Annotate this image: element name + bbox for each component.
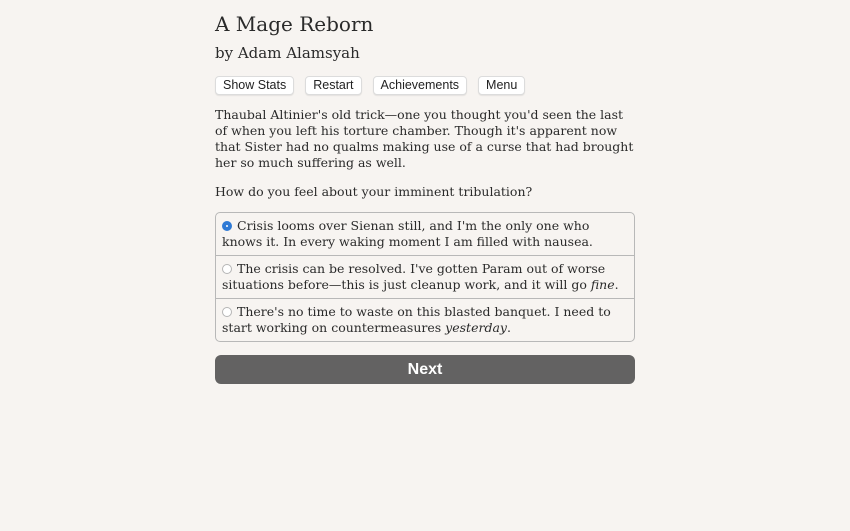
choice-option-2[interactable]	[216, 255, 634, 298]
choice-emphasis: fine	[590, 277, 615, 292]
show-stats-button[interactable]: Show Stats	[215, 76, 294, 95]
game-title: A Mage Reborn	[215, 12, 374, 36]
radio-button[interactable]	[222, 221, 232, 231]
radio-button[interactable]	[222, 307, 232, 317]
choice-prompt: How do you feel about your imminent tribulation?	[215, 183, 533, 199]
choice-option-3[interactable]	[216, 298, 634, 341]
story-passage: Thaubal Altinier's old trick—one you thought you'd seen the last of when you left his torture chamber. Though it's apparent now that Sister had no qualms making use of a curse that had brought her so much suffering as well.	[215, 107, 634, 170]
achievements-button[interactable]: Achievements	[373, 76, 468, 95]
choice-text: The crisis can be resolved. I've gotten Param out of worse situations before—this is just cleanup work, and it will go	[222, 261, 606, 292]
author-byline: by Adam Alamsyah	[215, 44, 360, 62]
choice-list	[215, 212, 635, 342]
choice-suffix: .	[506, 320, 511, 335]
choice-text: There's no time to waste on this blasted banquet. I need to start working on countermeasures	[222, 304, 611, 335]
choice-option-1[interactable]	[216, 213, 634, 255]
choice-suffix: .	[614, 277, 619, 292]
choice-emphasis: yesterday	[445, 320, 507, 335]
toolbar	[215, 76, 635, 96]
game-container	[215, 10, 635, 384]
radio-button[interactable]	[222, 264, 232, 274]
choice-text: Crisis looms over Sienan still, and I'm the only one who knows it. In every waking moment I am filled with nausea.	[222, 218, 593, 249]
next-button[interactable]: Next	[215, 355, 635, 384]
restart-button[interactable]: Restart	[305, 76, 361, 95]
menu-button[interactable]: Menu	[478, 76, 525, 95]
